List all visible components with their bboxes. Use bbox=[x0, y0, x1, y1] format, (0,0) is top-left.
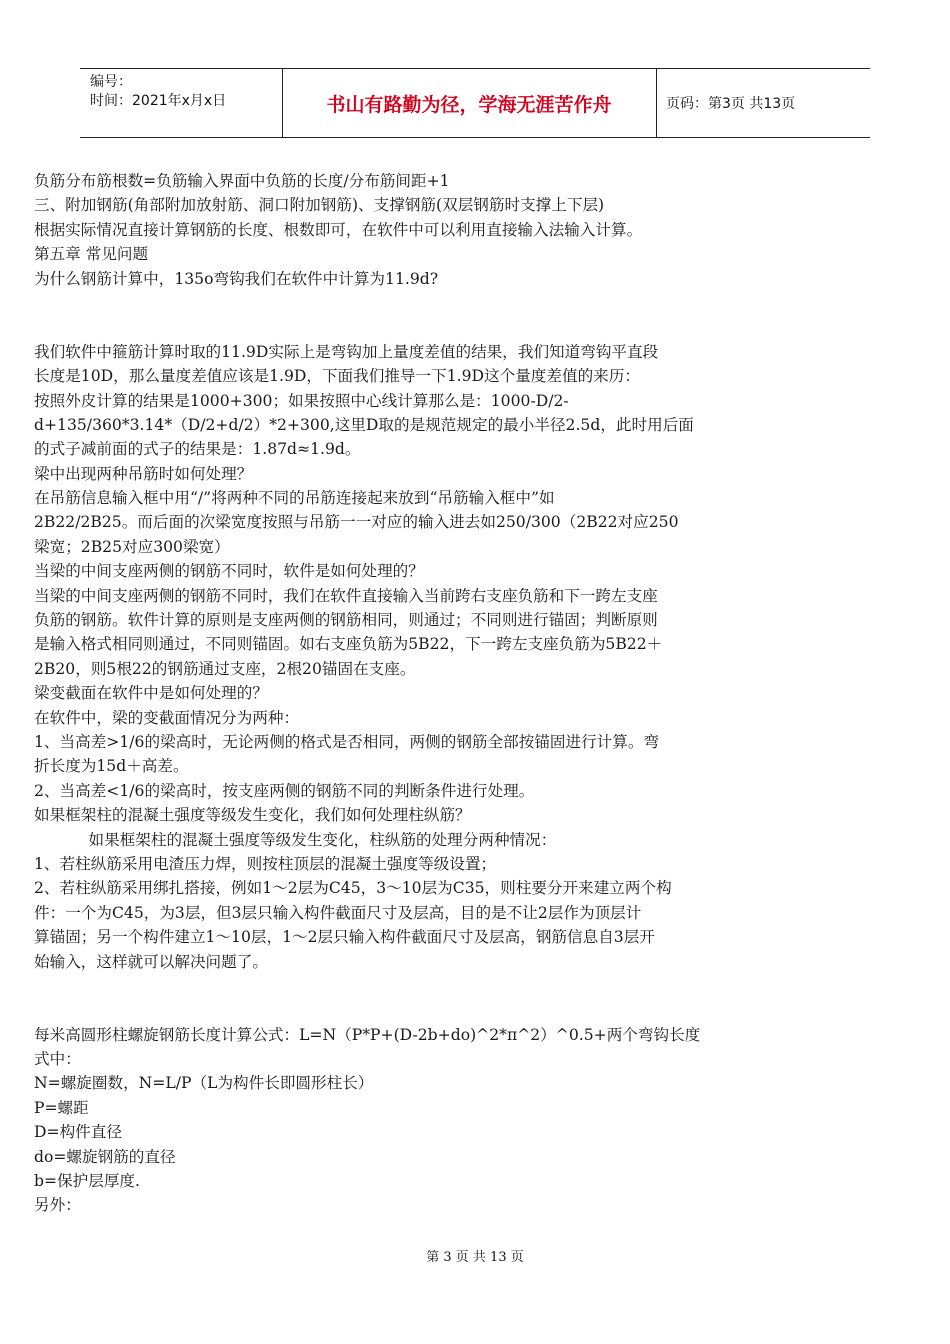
text-line: 负筋分布筋根数=负筋输入界面中负筋的长度/分布筋间距+1 bbox=[34, 172, 450, 190]
text-line: 根据实际情况直接计算钢筋的长度、根数即可，在软件中可以利用直接输入法输入计算。 bbox=[34, 220, 643, 239]
text-line: 三、附加钢筋(角部附加放射筋、洞口附加钢筋)、支撑钢筋(双层钢筋时支撑上下层) bbox=[34, 196, 605, 215]
text-line: 长度是10D，那么量度差值应该是1.9D，下面我们推导一下1.9D这个量度差值的来历： bbox=[34, 367, 640, 386]
text-line: 我们软件中箍筋计算时取的11.9D实际上是弯钩加上量度差值的结果，我们知道弯钩平直段 bbox=[34, 342, 659, 361]
text-line: 如果框架柱的混凝土强度等级发生变化，我们如何处理柱纵筋？ bbox=[34, 806, 471, 825]
page-header bbox=[80, 68, 870, 138]
text-line: 2B20，则5根22的钢筋通过支座，2根20锚固在支座。 bbox=[34, 659, 416, 678]
text-line: 式中： bbox=[34, 1050, 81, 1069]
header-motto: 书山有路勤为径，学海无涯苦作舟 bbox=[326, 93, 612, 116]
text-line: 另外： bbox=[34, 1196, 81, 1215]
blank-line bbox=[34, 291, 904, 315]
text-line: D=构件直径 bbox=[34, 1123, 122, 1142]
text-line: 算锚固；另一个构件建立1～10层，1～2层只输入构件截面尺寸及层高，钢筋信息自3层开 bbox=[34, 928, 655, 947]
text-line: d+135/360*3.14*（D/2+d/2）*2+300,这里D取的是规范规定的最小半径2.5d，此时用后面 bbox=[34, 415, 694, 434]
header-divider-right bbox=[656, 69, 657, 137]
page-footer: 第 3 页 共 13 页 bbox=[426, 1250, 524, 1265]
text-line: 在吊筋信息输入框中用“/”将两种不同的吊筋连接起来放到“吊筋输入框中”如 bbox=[34, 489, 555, 508]
text-line: 每米高圆形柱螺旋钢筋长度计算公式：L=N（P*P+(D-2b+do)^2*π^2）^0.5+两个弯钩长度 bbox=[34, 1025, 701, 1044]
header-meta bbox=[90, 73, 280, 111]
text-line: 2B22/2B25。而后面的次梁宽度按照与吊筋一一对应的输入进去如250/300（2B22对应250 bbox=[34, 513, 679, 532]
blank-line bbox=[34, 998, 904, 1022]
text-line: 负筋的钢筋。软件计算的原则是支座两侧的钢筋相同，则通过；不同则进行锚固；判断原则 bbox=[34, 611, 658, 630]
text-line: 梁宽；2B25对应300梁宽） bbox=[34, 537, 230, 556]
text-line: 当梁的中间支座两侧的钢筋不同时，软件是如何处理的？ bbox=[34, 562, 424, 581]
text-line: 2、当高差<1/6的梁高时，按支座两侧的钢筋不同的判断条件进行处理。 bbox=[34, 781, 535, 800]
text-line: 折长度为15d＋高差。 bbox=[34, 757, 189, 776]
text-line: do=螺旋钢筋的直径 bbox=[34, 1147, 176, 1166]
text-line: 件：一个为C45，为3层，但3层只输入构件截面尺寸及层高，目的是不让2层作为顶层计 bbox=[34, 903, 642, 922]
text-line: 如果框架柱的混凝土强度等级发生变化，柱纵筋的处理分两种情况： bbox=[34, 830, 557, 849]
text-line: 是输入格式相同则通过，不同则锚固。如右支座负筋为5B22，下一跨左支座负筋为5B22＋ bbox=[34, 635, 663, 654]
text-line: 在软件中，梁的变截面情况分为两种： bbox=[34, 708, 300, 727]
text-line: P=螺距 bbox=[34, 1098, 89, 1117]
text-line: 始输入，这样就可以解决问题了。 bbox=[34, 952, 268, 971]
text-line: 1、若柱纵筋采用电渣压力焊，则按柱顶层的混凝土强度等级设置； bbox=[34, 854, 497, 873]
text-line: 当梁的中间支座两侧的钢筋不同时，我们在软件直接输入当前跨右支座负筋和下一跨左支座 bbox=[34, 586, 658, 605]
text-line: N=螺旋圈数，N=L/P（L为构件长即圆形柱长） bbox=[34, 1074, 374, 1093]
text-line: 梁变截面在软件中是如何处理的？ bbox=[34, 684, 268, 703]
blank-line bbox=[34, 315, 904, 339]
text-line: 的式子减前面的式子的结果是：1.87d≈1.9d。 bbox=[34, 440, 361, 459]
text-line: 2、若柱纵筋采用绑扎搭接，例如1～2层为C45，3～10层为C35，则柱要分开来建立两个构 bbox=[34, 879, 672, 898]
text-line: 梁中出现两种吊筋时如何处理？ bbox=[34, 464, 253, 483]
blank-line bbox=[34, 974, 904, 998]
text-line: 为什么钢筋计算中，135o弯钩我们在软件中计算为11.9d? bbox=[34, 269, 439, 288]
header-page-info: 页码：第3页 共13页 bbox=[666, 96, 796, 112]
doc-number-label: 编号： bbox=[90, 74, 132, 90]
text-line: b=保护层厚度. bbox=[34, 1172, 140, 1191]
text-line: 第五章 常见问题 bbox=[34, 245, 149, 264]
text-line: 按照外皮计算的结果是1000+300；如果按照中心线计算那么是：1000-D/2- bbox=[34, 391, 569, 410]
doc-date-label: 时间：2021年x月x日 bbox=[90, 93, 227, 109]
document-body bbox=[34, 169, 904, 1218]
text-line: 1、当高差>1/6的梁高时，无论两侧的格式是否相同，两侧的钢筋全部按锚固进行计算。弯 bbox=[34, 732, 660, 751]
